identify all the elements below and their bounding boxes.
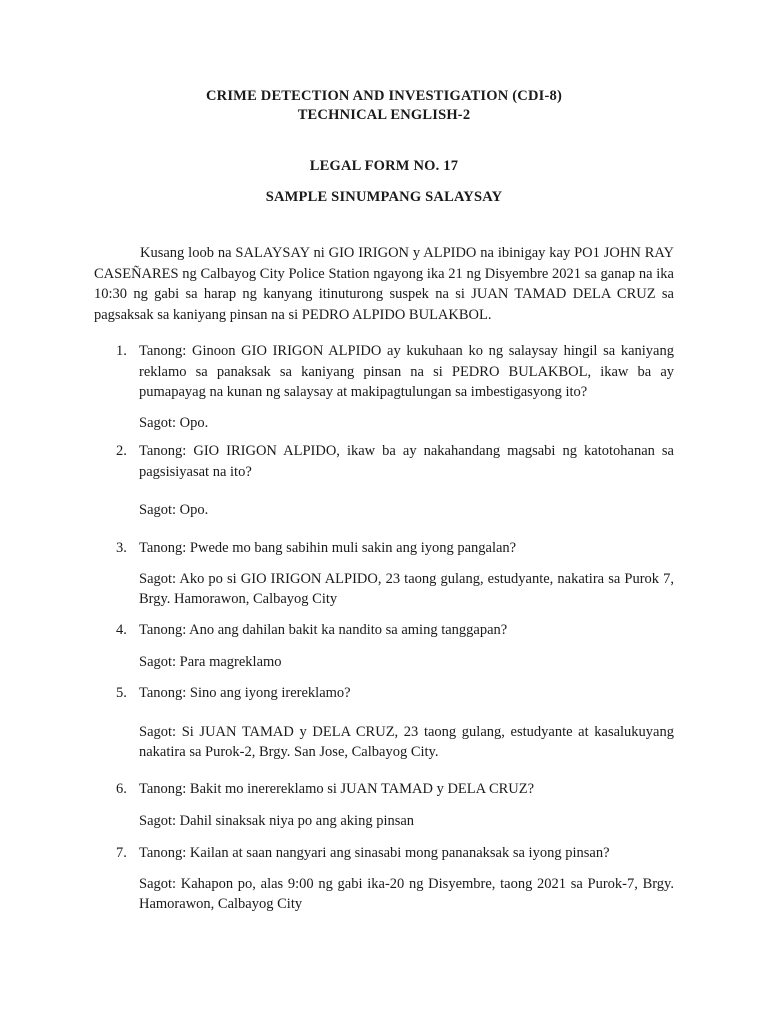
form-title: SAMPLE SINUMPANG SALAYSAY <box>265 189 503 205</box>
qa-item-7 <box>94 843 674 915</box>
question-text: Tanong: GIO IRIGON ALPIDO, ikaw ba ay nakahandang magsabi ng katotohanan sa pagsisiyasat na ito? <box>139 443 674 480</box>
question-text: Tanong: Kailan at saan nangyari ang sinasabi mong pananaksak sa iyong pinsan? <box>139 845 610 861</box>
item-number: 4. <box>116 622 127 638</box>
question-text: Tanong: Ginoon GIO IRIGON ALPIDO ay kukuhaan ko ng salaysay hingil sa kaniyang reklamo sa panaksak sa kaniyang pinsan na si PEDRO BULAKBOL, ikaw ba ay pumapayag na kunan ng salaysay at makipagtulungan sa imbestigasyong ito? <box>139 343 674 400</box>
item-number: 2. <box>116 443 127 459</box>
qa-item-4 <box>94 620 674 672</box>
item-number: 3. <box>116 540 127 556</box>
item-number: 5. <box>116 685 127 701</box>
answer-text: Sagot: Para magreklamo <box>139 653 282 670</box>
item-number: 6. <box>116 781 127 797</box>
question-text: Tanong: Sino ang iyong irereklamo? <box>139 685 351 701</box>
answer-text: Sagot: Si JUAN TAMAD y DELA CRUZ, 23 taong gulang, estudyante at kasalukuyang nakatira sa Purok-2, Brgy. San Jose, Calbayog City. <box>139 723 674 760</box>
answer-text: Sagot: Ako po si GIO IRIGON ALPIDO, 23 taong gulang, estudyante, nakatira sa Purok 7, Brgy. Hamorawon, Calbayog City <box>139 570 674 607</box>
qa-item-1 <box>94 341 674 433</box>
question-text: Tanong: Pwede mo bang sabihin muli sakin ang iyong pangalan? <box>139 540 517 556</box>
item-number: 1. <box>116 343 127 359</box>
qa-item-3 <box>94 538 674 610</box>
question-text: Tanong: Ano ang dahilan bakit ka nandito sa aming tanggapan? <box>139 622 508 638</box>
question-text: Tanong: Bakit mo inerereklamo si JUAN TAMAD y DELA CRUZ? <box>139 781 535 797</box>
form-number: LEGAL FORM NO. 17 <box>309 158 459 174</box>
qa-item-6 <box>94 779 674 831</box>
course-subtitle: TECHNICAL ENGLISH-2 <box>297 107 471 123</box>
qa-item-5 <box>94 683 674 763</box>
answer-text: Sagot: Opo. <box>139 502 209 518</box>
qa-item-2 <box>94 441 674 521</box>
answer-text: Sagot: Kahapon po, alas 9:00 ng gabi ika-20 ng Disyembre, taong 2021 sa Purok-7, Brgy. Hamorawon, Calbayog City <box>139 875 674 912</box>
intro-paragraph: Kusang loob na SALAYSAY ni GIO IRIGON y ALPIDO na ibinigay kay PO1 JOHN RAY CASEÑARES ng Calbayog City Police Station ngayong ika 21 ng Disyembre 2021 sa ganap na ika 10:30 ng gabi sa harap ng kanyang itinuturong suspek na si JUAN TAMAD DELA CRUZ sa pagsaksak sa kaniyang pinsan na si PEDRO ALPIDO BULAKBOL. <box>94 245 674 323</box>
item-number: 7. <box>116 845 127 861</box>
course-title: CRIME DETECTION AND INVESTIGATION (CDI-8) <box>206 88 562 104</box>
answer-text: Sagot: Opo. <box>139 414 209 431</box>
answer-text: Sagot: Dahil sinaksak niya po ang aking pinsan <box>139 812 415 829</box>
